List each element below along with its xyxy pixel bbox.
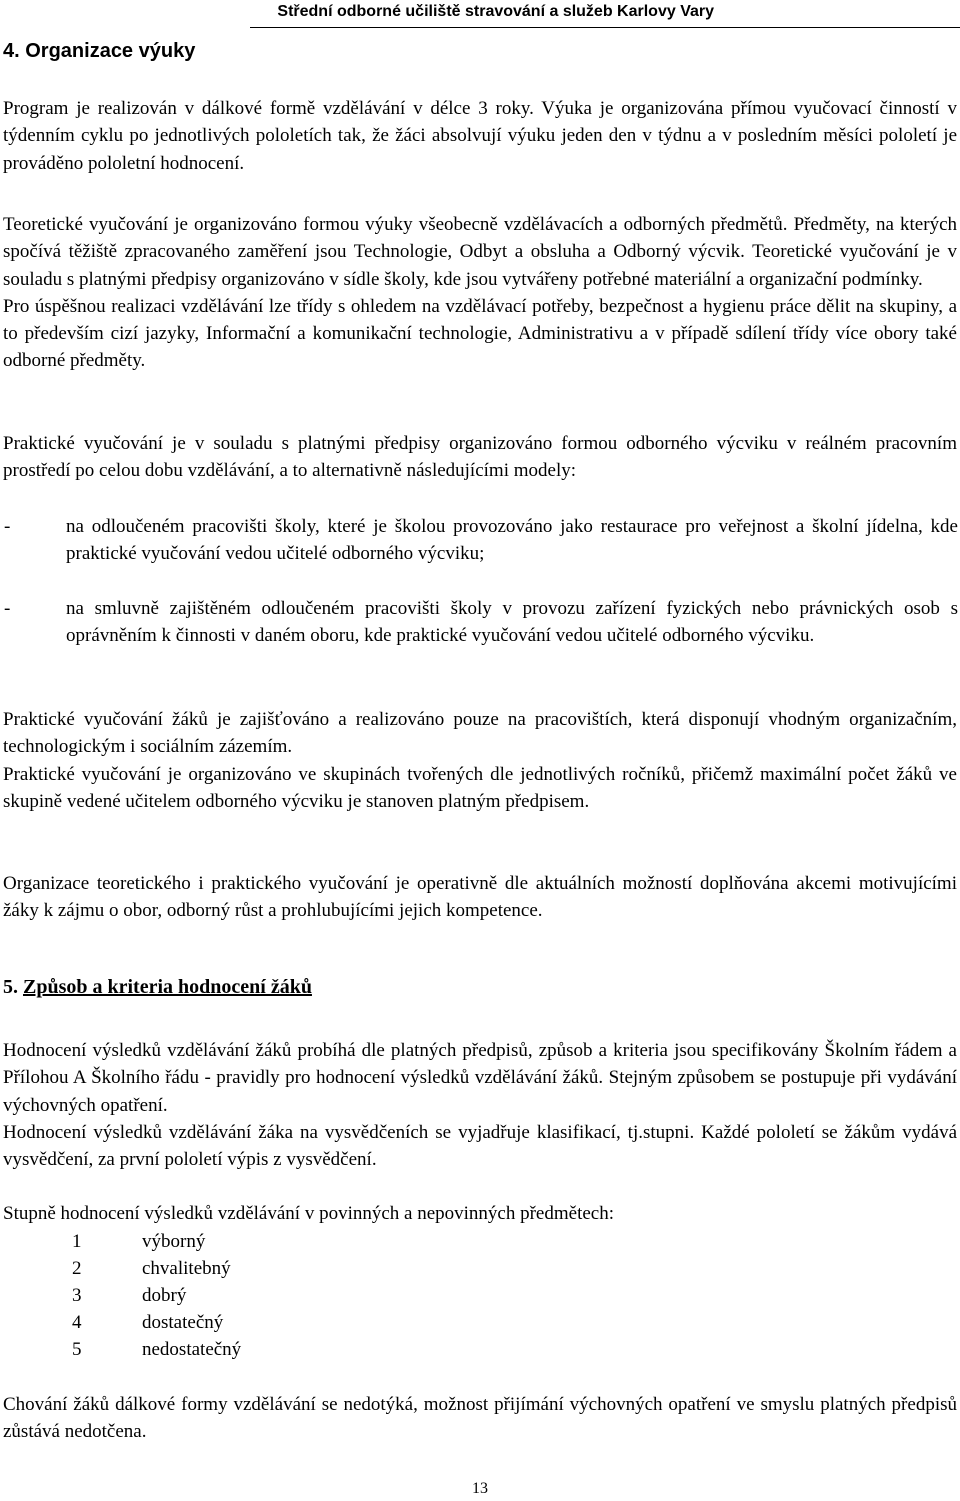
page-header: [250, 0, 960, 32]
paragraph-text: Program je realizován v dálkové formě vzdělávání v délce 3 roky. Výuka je organizována přímou vyučovací činností v týdenním cyklu po jednotlivých pololetích tak, že žáci absolvují výuku jeden den v týdnu a v posledním měsíci pololetí je prováděno pololetní hodnocení.: [3, 98, 957, 174]
paragraph-text: Organizace teoretického i praktického vyučování je operativně dle aktuálních možností doplňována akcemi motivujícími žáky k zájmu o obor, odborný růst a prohlubujícími jejich kompetence.: [3, 873, 957, 922]
paragraph-text: Stupně hodnocení výsledků vzdělávání v povinných a nepovinných předmětech:: [3, 1203, 615, 1224]
section-heading: Způsob a kriteria hodnocení žáků: [23, 976, 312, 998]
paragraph-evaluation: [3, 1037, 957, 1173]
paragraph-behavior: [3, 1391, 957, 1446]
paragraph-text: Teoretické vyučování je organizováno formou výuky všeobecně vzdělávacích a odborných předmětů. Předměty, na kterých spočívá těžiště zpracovaného zaměření jsou Technologie, Odbyt a obsluha a Odborný výcvik. Teoretické vyučování je v souladu s platnými předpisy organizováno v sídle školy, kde jsou vytvářeny potřebné materiální a organizační podmínky.: [3, 214, 957, 290]
page-number: 13: [472, 1480, 488, 1497]
paragraph-workplaces: [3, 706, 957, 815]
paragraph-text: Hodnocení výsledků vzdělávání žáka na vysvědčeních se vyjadřuje klasifikací, tj.stupni. Každé pololetí se žákům vydává vysvědčení, za první pololetí výpis z vysvědčení.: [3, 1121, 957, 1171]
paragraph-text: Praktické vyučování je v souladu s platnými předpisy organizováno formou odborného výcviku v reálném pracovním prostředí po celou dobu vzdělávání, a to alternativně následujícími modely:: [3, 433, 957, 482]
section-4-title: 4. Organizace výuky: [3, 40, 196, 62]
grade-name: chvalitebný: [142, 1258, 231, 1279]
grade-name: nedostatečný: [142, 1339, 242, 1360]
grade-name: výborný: [142, 1231, 206, 1252]
paragraph-text: Hodnocení výsledků vzdělávání žáků probíhá dle platných předpisů, způsob a kriteria jsou specifikovány Školním řádem a Přílohou A Školního řádu - pravidly pro hodnocení výsledků vzdělávání žáků. Stejným způsobem se postupuje při vydávání výchovných opatření.: [3, 1040, 957, 1116]
school-name: Střední odborné učiliště stravování a služeb Karlovy Vary: [277, 3, 714, 20]
bullet-dash: -: [4, 598, 11, 619]
grade-number: 3: [72, 1285, 82, 1306]
paragraph-text: Praktické vyučování je organizováno ve skupinách tvořených dle jednotlivých ročníků, přičemž maximální počet žáků ve skupině vedené učitelem odborného výcviku je stanoven platným předpisem.: [3, 763, 957, 812]
grade-number: 4: [72, 1312, 82, 1333]
list-item: [4, 595, 958, 650]
grade-number: 5: [72, 1339, 82, 1360]
list-item: [4, 513, 958, 568]
grade-number: 2: [72, 1258, 82, 1279]
bullet-dash: -: [4, 516, 11, 537]
paragraph-program: [3, 95, 957, 177]
section-5-title: [3, 976, 312, 999]
paragraph-text: Pro úspěšnou realizaci vzdělávání lze třídy s ohledem na vzdělávací potřeby, bezpečnost a hygienu práce dělit na skupiny, a to především cizí jazyky, Informační a komunikační technologie, Administrativu a v případě sdílení třídy více obory také odborné předměty.: [3, 295, 957, 372]
paragraph-organization: [3, 870, 957, 925]
grade-name: dobrý: [142, 1285, 187, 1306]
paragraph-theory: [3, 211, 957, 375]
list-item-text: na odloučeném pracovišti školy, které je školou provozováno jako restaurace pro veřejnost a školní jídelna, kde praktické vyučování vedou učitelé odborného výcviku;: [66, 516, 958, 565]
grade-number: 1: [72, 1231, 82, 1252]
section-number: 5.: [3, 976, 18, 998]
paragraph-text: Chování žáků dálkové formy vzdělávání se nedotýká, možnost přijímání výchovných opatření ve smyslu platných předpisů zůstává nedotčena.: [3, 1394, 957, 1443]
paragraph-practice: [3, 430, 957, 485]
grades-intro: [3, 1200, 957, 1227]
list-item-text: na smluvně zajištěném odloučeném pracovišti školy v provozu zařízení fyzických nebo právnických osob s oprávněním k činnosti v daném oboru, kde praktické vyučování vedou učitelé odborného výcviku.: [66, 598, 958, 647]
paragraph-text: Praktické vyučování žáků je zajišťováno a realizováno pouze na pracovištích, která disponují vhodným organizačním, technologickým i sociálním zázemím.: [3, 709, 957, 758]
grade-name: dostatečný: [142, 1312, 224, 1333]
header-rule: [250, 27, 960, 28]
